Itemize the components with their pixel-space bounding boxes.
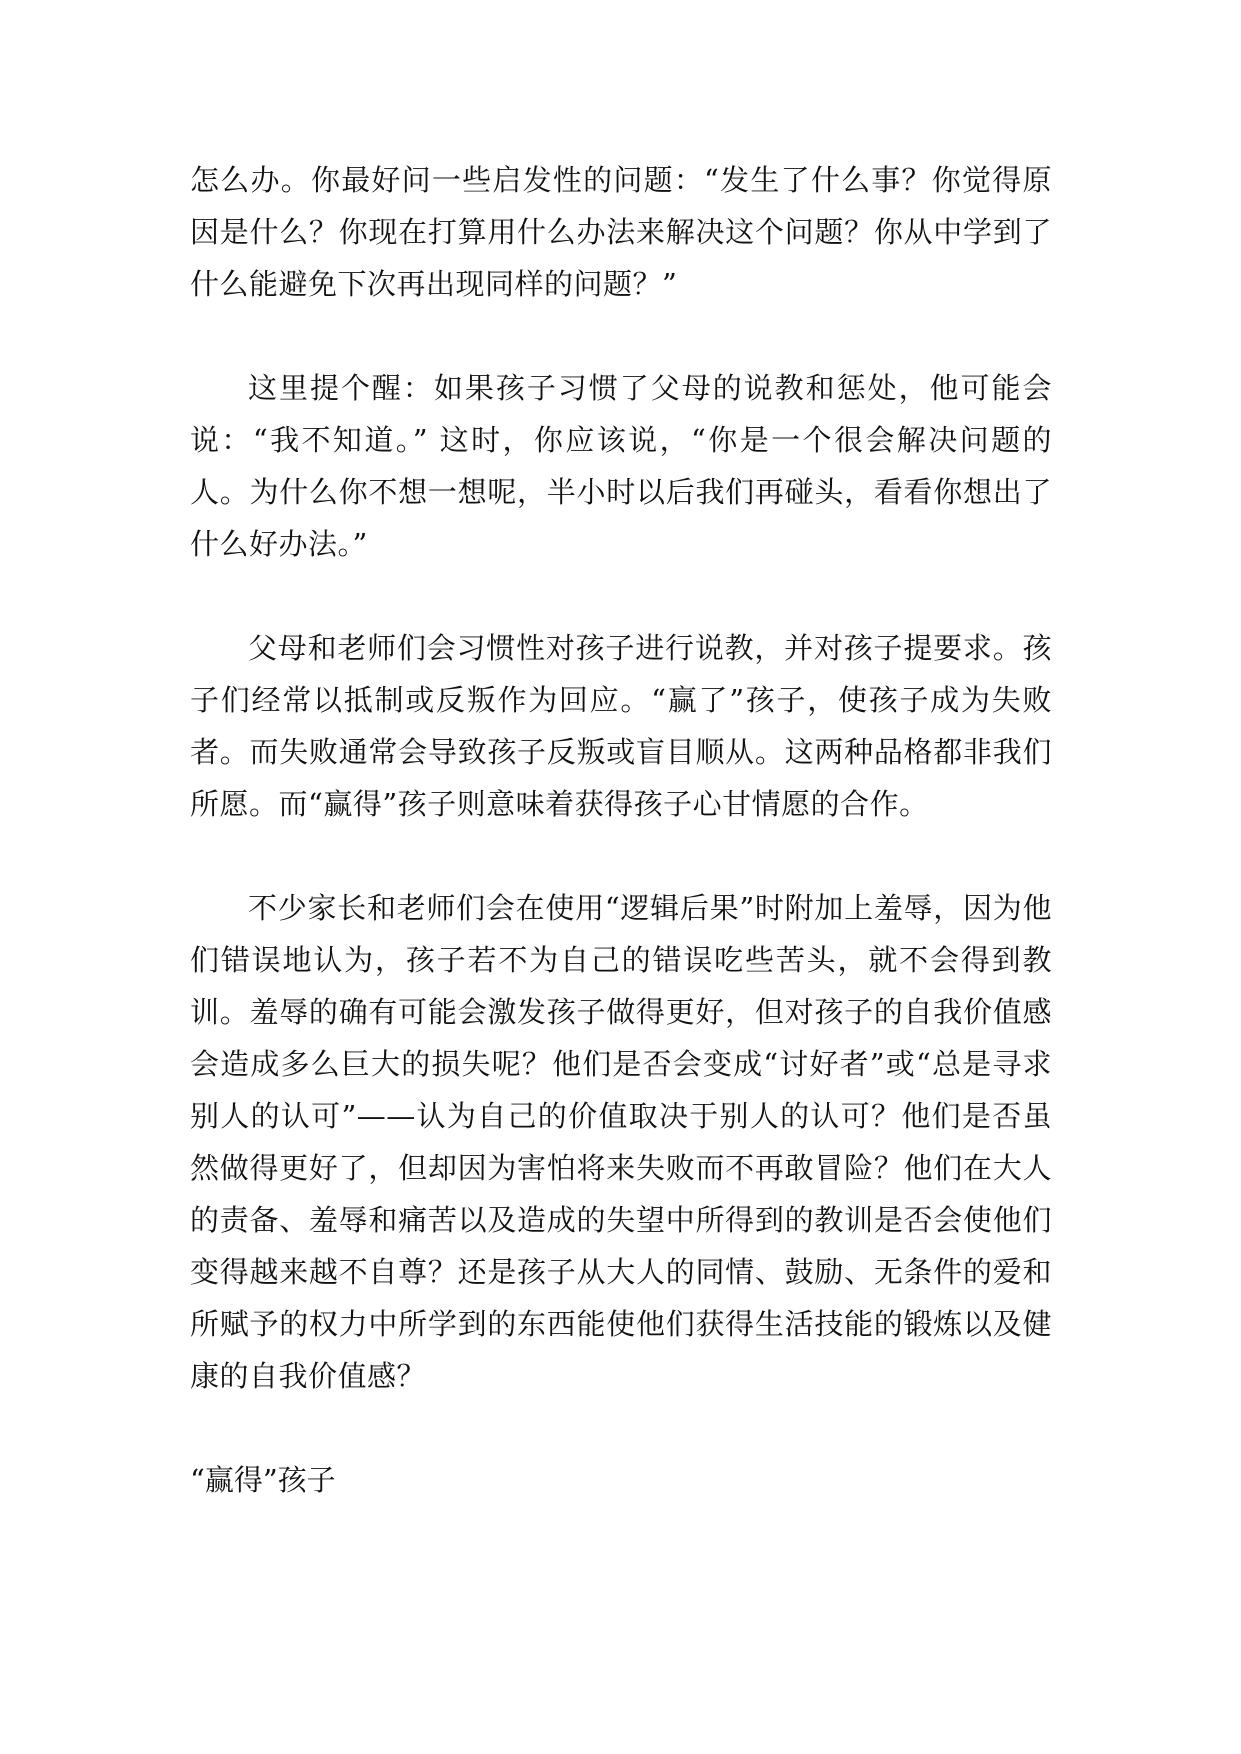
paragraph-humiliation: 不少家长和老师们会在使用“逻辑后果”时附加上羞辱，因为他们错误地认为，孩子若不为自己的错误吃些苦头，就不会得到教训。羞辱的确有可能会激发孩子做得更好，但对孩子的自我价值感会造成多么巨大的损失呢？他们是否会变成“讨好者”或“总是寻求别人的认可”——认为自己的价值取决于别人的认可？他们是否虽然做得更好了，但却因为害怕将来失败而不再敢冒险？他们在大人的责备、羞辱和痛苦以及造成的失望中所得到的教训是否会使他们变得越来越不自尊？还是孩子从大人的同情、鼓励、无条件的爱和所赋予的权力中所学到的东西能使他们获得生活技能的锻炼以及健康的自我价值感？ [190, 891, 1052, 1393]
paragraph-continuation: 怎么办。你最好问一些启发性的问题：“发生了什么事？你觉得原因是什么？你现在打算用什么办法来解决这个问题？你从中学到了什么能避免下次再出现同样的问题？” [190, 163, 1052, 301]
section-heading: “赢得”孩子 [190, 1463, 336, 1497]
paragraph-reminder: 这里提个醒：如果孩子习惯了父母的说教和惩处，他可能会说：“我不知道。” 这时，你应该说，“你是一个很会解决问题的人。为什么你不想一想呢，半小时以后我们再碰头，看看你想出了什么好办法。” [190, 371, 1052, 561]
paragraph-lecturing: 父母和老师们会习惯性对孩子进行说教，并对孩子提要求。孩子们经常以抵制或反叛作为回应。“赢了”孩子，使孩子成为失败者。而失败通常会导致孩子反叛或盲目顺从。这两种品格都非我们所愿。而“赢得”孩子则意味着获得孩子心甘情愿的合作。 [190, 631, 1052, 821]
document-page [190, 154, 1052, 1506]
